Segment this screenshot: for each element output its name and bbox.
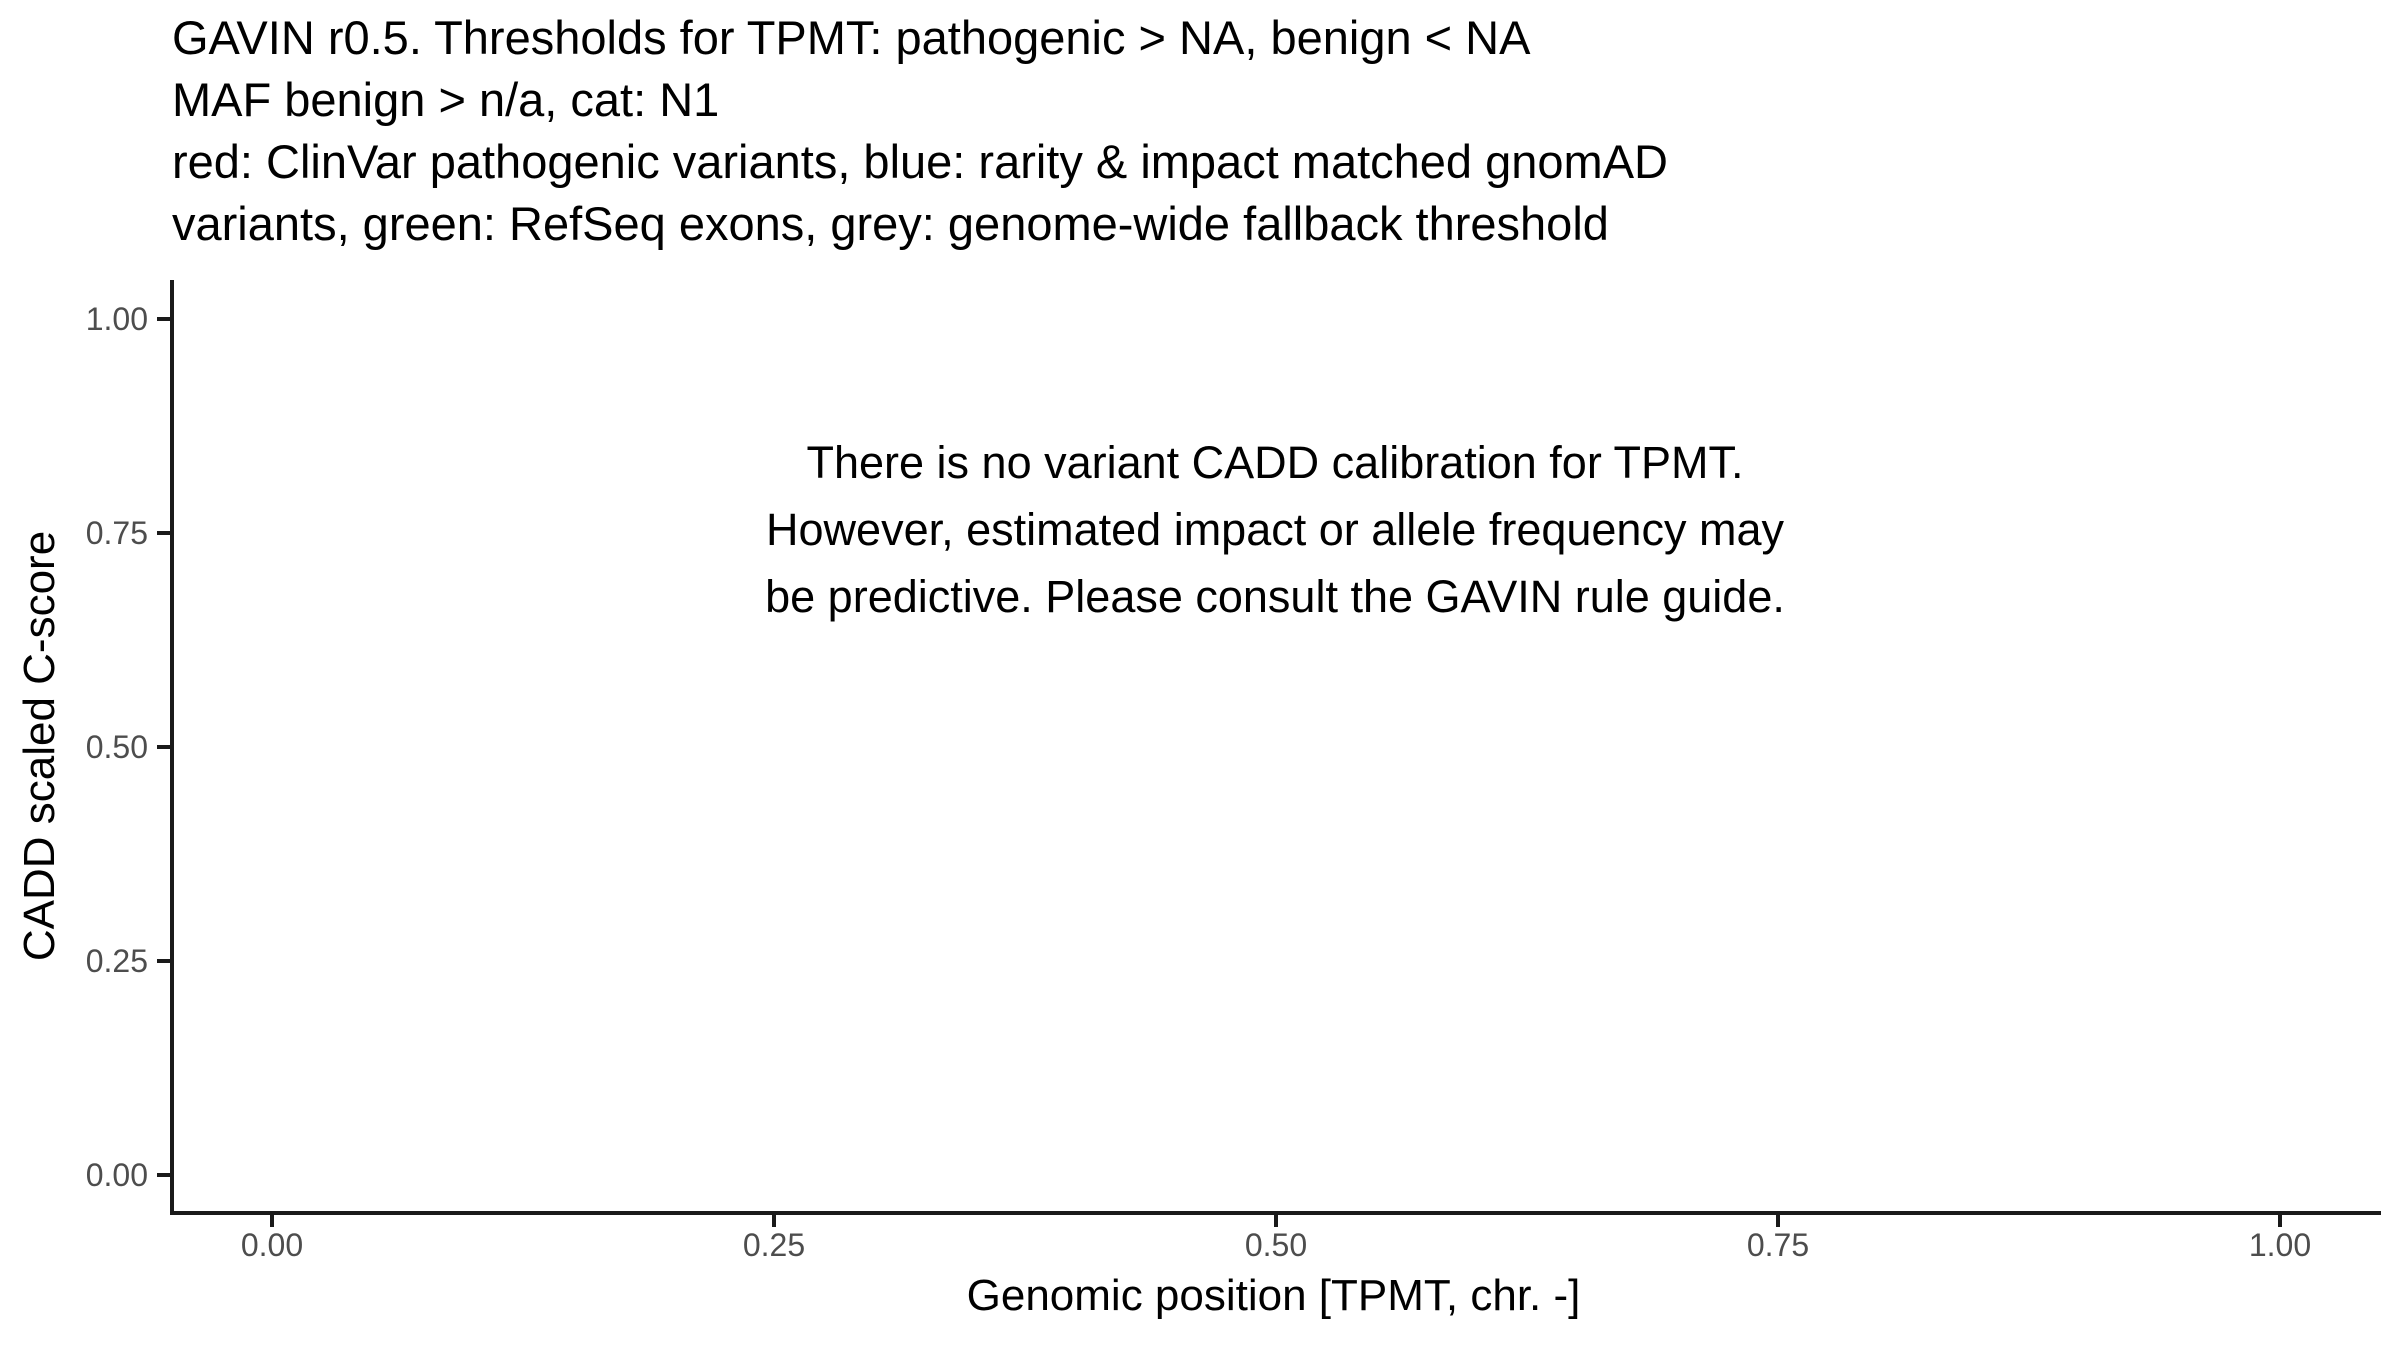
x-tick-label: 0.00 — [240, 1227, 304, 1263]
x-tick-label: 0.75 — [1746, 1227, 1810, 1263]
y-tick-label: 0.75 — [85, 515, 148, 551]
y-tick-label: 1.00 — [85, 301, 148, 337]
x-tick-label: 1.00 — [2248, 1227, 2312, 1263]
no-calibration-annotation — [170, 429, 2380, 630]
x-tick-label: 0.50 — [1244, 1227, 1308, 1263]
chart-title-line-1: GAVIN r0.5. Thresholds for TPMT: pathogenic > NA, benign < NA — [172, 11, 1531, 64]
chart-title-line-3: red: ClinVar pathogenic variants, blue: rarity & impact matched gnomAD — [172, 135, 1668, 188]
chart-title-line-4: variants, green: RefSeq exons, grey: genome-wide fallback threshold — [172, 197, 1609, 250]
y-tick-label: 0.25 — [85, 943, 148, 979]
x-axis-title: Genomic position [TPMT, chr. -] — [966, 1271, 1581, 1320]
y-tick-mark — [157, 531, 170, 535]
y-tick-mark — [157, 745, 170, 749]
y-tick-mark — [157, 317, 170, 321]
annotation-line-3: be predictive. Please consult the GAVIN rule guide. — [765, 571, 1785, 622]
y-tick-label: 0.50 — [85, 729, 148, 765]
y-tick-mark — [157, 959, 170, 963]
y-tick-mark — [157, 1173, 170, 1177]
y-axis-title: CADD scaled C-score — [15, 530, 64, 962]
plot-panel — [170, 280, 2381, 1215]
chart-title-line-2: MAF benign > n/a, cat: N1 — [172, 73, 720, 126]
y-tick-label: 0.00 — [85, 1157, 148, 1193]
chart-title — [172, 7, 1668, 255]
annotation-line-1: There is no variant CADD calibration for TPMT. — [806, 437, 1744, 488]
x-tick-label: 0.25 — [742, 1227, 806, 1263]
annotation-line-2: However, estimated impact or allele frequency may — [766, 504, 1784, 555]
